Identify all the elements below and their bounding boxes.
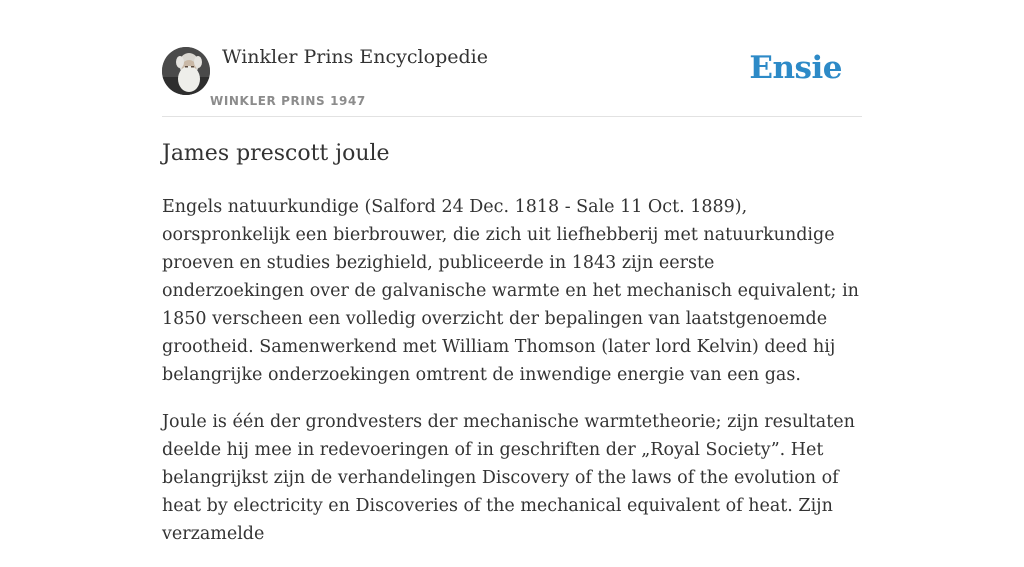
- article-body: [162, 193, 862, 567]
- article-title: James prescott joule: [162, 141, 390, 166]
- bearded-man-portrait-icon: [162, 47, 210, 95]
- source-title-link[interactable]: Winkler Prins Encyclopedie: [222, 46, 488, 68]
- article-paragraph: Engels natuurkundige (Salford 24 Dec. 1818 - Sale 11 Oct. 1889), oorspronkelijk een bierbrouwer, die zich uit liefhebberij met natuurkundige proeven en studies bezighield, publiceerde in 1843 zijn eerste onderzoekingen over de galvanische warmte en het mechanisch equivalent; in 1850 verscheen een volledig overzicht der bepalingen van laatstgenoemde grootheid. Samenwerkend met William Thomson (later lord Kelvin) deed hij belangrijke onderzoekingen omtrent de inwendige energie van een gas.: [162, 197, 859, 385]
- page: [162, 0, 862, 544]
- source-avatar[interactable]: [162, 47, 210, 95]
- source-header: [162, 0, 862, 117]
- article-paragraph: Joule is één der grondvesters der mechanische warmtetheorie; zijn resultaten deelde hij mee in redevoeringen of in geschriften der „Royal Society”. Het belangrijkst zijn de verhandelingen Discovery of the laws of the evolution of heat by electricity en Discoveries of the mechanical equivalent of heat. Zijn verzamelde: [162, 412, 855, 544]
- ensie-logo[interactable]: Ensie: [749, 50, 842, 86]
- source-edition-label: WINKLER PRINS 1947: [210, 94, 366, 108]
